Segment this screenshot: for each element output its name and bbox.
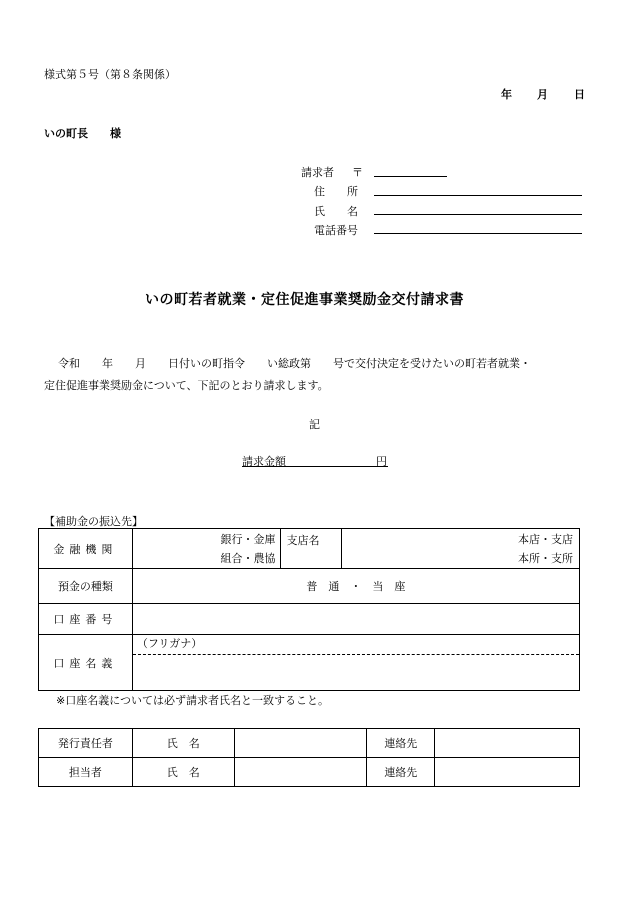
page-title: いの町若者就業・定住促進事業奨励金交付請求書 (145, 292, 464, 308)
staff-label: 担当者 (39, 758, 133, 787)
date-year-label: 年 (501, 88, 512, 101)
body-line-1: 令和 年 月 日付いの町指令 い総政第 号で交付決定を受けたいの町若者就業・ (58, 357, 531, 370)
date-day-label: 日 (574, 88, 585, 101)
account-number-label: 口座番号 (39, 604, 133, 635)
staff-name-label: 氏 名 (132, 758, 234, 787)
account-name-note: ※口座名義については必ず請求者氏名と一致すること。 (56, 694, 329, 707)
postal-mark: 〒 (352, 166, 363, 179)
bank-type-1: 銀行・金庫 (220, 532, 276, 546)
branch-type-cell[interactable] (342, 529, 580, 569)
body-line-2: 定住促進事業奨励金について、下記のとおり請求します。 (44, 379, 329, 392)
phone-label: 電話番号 (314, 224, 358, 237)
deposit-type-label: 預金の種類 (39, 569, 133, 604)
staff-name-field[interactable] (234, 758, 367, 787)
contact-table (38, 728, 580, 787)
name-line[interactable] (374, 214, 582, 215)
form-number: 様式第５号（第８条関係） (44, 68, 176, 81)
branch-type-2: 本所・支所 (518, 551, 573, 565)
bank-type-2: 組合・農協 (220, 551, 276, 565)
staff-contact-label: 連絡先 (367, 758, 435, 787)
issuer-name-label: 氏 名 (132, 729, 234, 758)
address-label: 住 所 (314, 185, 358, 198)
issuer-label: 発行責任者 (39, 729, 133, 758)
phone-line[interactable] (374, 233, 582, 234)
requester-label: 請求者 (301, 166, 334, 179)
bank-table (38, 528, 580, 691)
financial-institution-label: 金融機関 (39, 529, 133, 569)
amount-unit: 円 (376, 455, 387, 468)
contact-row (39, 729, 580, 758)
address-line[interactable] (374, 195, 582, 196)
deposit-options[interactable]: 普 通 ・ 当 座 (132, 569, 579, 604)
branch-type-1: 本店・支店 (518, 532, 573, 546)
furigana-label: （フリガナ） (133, 635, 579, 655)
issuer-name-field[interactable] (234, 729, 367, 758)
bank-section-heading: 【補助金の振込先】 (44, 515, 143, 528)
account-name-label: 口座名義 (39, 635, 133, 691)
date-month-label: 月 (537, 88, 548, 101)
staff-contact-field[interactable] (435, 758, 580, 787)
postal-code-line[interactable] (374, 176, 447, 177)
contact-row (39, 758, 580, 787)
bank-type-cell[interactable] (132, 529, 280, 569)
amount-underline[interactable] (242, 466, 388, 467)
account-number-field[interactable] (132, 604, 579, 635)
issuer-contact-label: 連絡先 (367, 729, 435, 758)
name-label: 氏 名 (314, 205, 358, 218)
addressee: いの町長 様 (44, 127, 121, 140)
issuer-contact-field[interactable] (435, 729, 580, 758)
account-name-field[interactable] (132, 635, 579, 691)
ki-label: 記 (309, 418, 320, 431)
branch-name-label: 支店名 (280, 529, 342, 569)
amount-label: 請求金額 (242, 455, 286, 468)
